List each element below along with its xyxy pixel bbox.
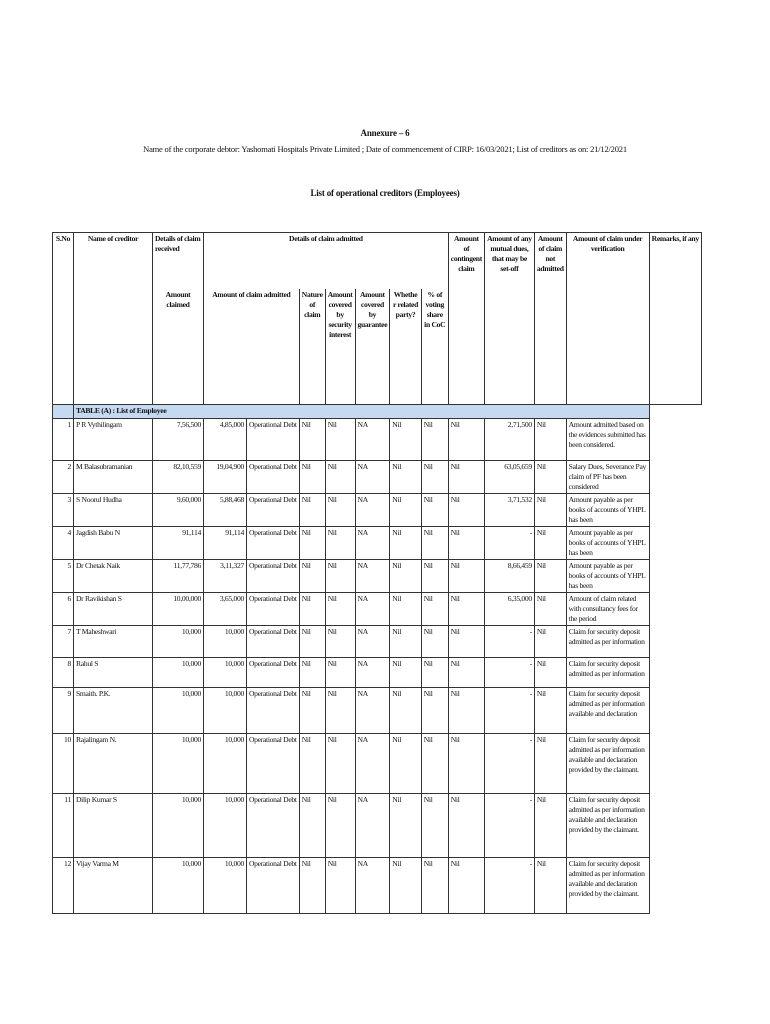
cell-name: P R Vythilingam	[74, 419, 153, 461]
cell-mutual: Nil	[448, 494, 484, 527]
cell-mutual: Nil	[448, 734, 484, 794]
cell-sno: 2	[53, 461, 74, 494]
cell-voting: Nil	[390, 419, 421, 461]
cell-voting: Nil	[390, 734, 421, 794]
header-claim-received: Details of claim received	[153, 233, 204, 289]
header-security: Amount covered by security interest	[325, 289, 355, 405]
cell-amount-admitted: 3,11,327	[204, 560, 247, 593]
cell-contingent: Nil	[421, 593, 448, 626]
cell-nature: Operational Debt	[247, 527, 300, 560]
cell-security: Nil	[299, 658, 325, 688]
cell-voting: Nil	[390, 593, 421, 626]
cell-verification: Nil	[534, 858, 566, 914]
cell-verification: Nil	[534, 494, 566, 527]
cell-related: NA	[355, 593, 390, 626]
cell-contingent: Nil	[421, 858, 448, 914]
cell-related: NA	[355, 658, 390, 688]
header-nature: Nature of claim	[299, 289, 325, 405]
cell-guarantee: Nil	[325, 461, 355, 494]
cell-name: Rajalingam N.	[74, 734, 153, 794]
cell-contingent: Nil	[421, 527, 448, 560]
cell-security: Nil	[299, 494, 325, 527]
cell-verification: Nil	[534, 688, 566, 734]
cell-related: NA	[355, 527, 390, 560]
cell-contingent: Nil	[421, 560, 448, 593]
cell-related: NA	[355, 794, 390, 858]
cell-amount-admitted: 10,000	[204, 688, 247, 734]
cell-not-admitted: 8,66,459	[484, 560, 534, 593]
cell-not-admitted: -	[484, 658, 534, 688]
cell-security: Nil	[299, 794, 325, 858]
cell-verification: Nil	[534, 593, 566, 626]
cell-related: NA	[355, 419, 390, 461]
cell-amount-admitted: 5,88,468	[204, 494, 247, 527]
cell-voting: Nil	[390, 626, 421, 658]
cell-mutual: Nil	[448, 527, 484, 560]
cell-nature: Operational Debt	[247, 419, 300, 461]
cell-guarantee: Nil	[325, 626, 355, 658]
cell-verification: Nil	[534, 461, 566, 494]
cell-voting: Nil	[390, 858, 421, 914]
cell-sno: 5	[53, 560, 74, 593]
cell-mutual: Nil	[448, 858, 484, 914]
cell-contingent: Nil	[421, 461, 448, 494]
table-row	[53, 461, 702, 494]
cell-voting: Nil	[390, 527, 421, 560]
cell-contingent: Nil	[421, 688, 448, 734]
cell-verification: Nil	[534, 419, 566, 461]
cell-mutual: Nil	[448, 794, 484, 858]
cell-guarantee: Nil	[325, 527, 355, 560]
cell-sno: 10	[53, 734, 74, 794]
header-under-verification: Amount of claim under verification	[566, 233, 649, 405]
cell-amount-claimed: 10,00,000	[153, 593, 204, 626]
cell-amount-claimed: 10,000	[153, 626, 204, 658]
cell-not-admitted: -	[484, 527, 534, 560]
cell-nature: Operational Debt	[247, 494, 300, 527]
table-row	[53, 527, 702, 560]
cell-remarks: Amount payable as per books of accounts of YHPL has been	[566, 527, 649, 560]
cell-not-admitted: 2,71,500	[484, 419, 534, 461]
cell-name: M Balasubramanian	[74, 461, 153, 494]
cell-sno: 4	[53, 527, 74, 560]
cell-amount-claimed: 10,000	[153, 688, 204, 734]
cell-mutual: Nil	[448, 419, 484, 461]
cell-verification: Nil	[534, 626, 566, 658]
cell-amount-admitted: 19,04,900	[204, 461, 247, 494]
cell-security: Nil	[299, 734, 325, 794]
cell-related: NA	[355, 461, 390, 494]
cell-amount-claimed: 10,000	[153, 858, 204, 914]
cell-not-admitted: -	[484, 626, 534, 658]
table-row	[53, 419, 702, 461]
cell-amount-claimed: 10,000	[153, 794, 204, 858]
annexure-heading: Annexure – 6	[360, 128, 410, 138]
cell-related: NA	[355, 734, 390, 794]
table-row	[53, 794, 702, 858]
cell-sno: 1	[53, 419, 74, 461]
cell-name: Vijay Varma M	[74, 858, 153, 914]
cell-not-admitted: -	[484, 734, 534, 794]
cell-sno: 11	[53, 794, 74, 858]
cell-name: Dr Chetak Naik	[74, 560, 153, 593]
cell-sno: 9	[53, 688, 74, 734]
table-row	[53, 626, 702, 658]
cell-amount-admitted: 10,000	[204, 858, 247, 914]
cell-related: NA	[355, 858, 390, 914]
cell-remarks: Claim for security deposit admitted as per information	[566, 658, 649, 688]
cell-nature: Operational Debt	[247, 858, 300, 914]
cell-related: NA	[355, 560, 390, 593]
header-remarks: Remarks, if any	[649, 233, 701, 405]
cell-sno: 7	[53, 626, 74, 658]
cell-mutual: Nil	[448, 658, 484, 688]
cell-security: Nil	[299, 527, 325, 560]
cell-sno: 12	[53, 858, 74, 914]
cell-guarantee: Nil	[325, 658, 355, 688]
cell-amount-claimed: 9,60,000	[153, 494, 204, 527]
table-row	[53, 734, 702, 794]
cell-voting: Nil	[390, 560, 421, 593]
header-guarantee: Amount covered by guarantee	[355, 289, 390, 405]
cell-remarks: Claim for security deposit admitted as per information available and declaration provided by the claimant.	[566, 858, 649, 914]
cell-voting: Nil	[390, 494, 421, 527]
header-claim-admitted: Details of claim admitted	[204, 233, 449, 289]
cell-guarantee: Nil	[325, 419, 355, 461]
cell-related: NA	[355, 626, 390, 658]
cell-security: Nil	[299, 688, 325, 734]
cell-remarks: Claim for security deposit admitted as per information available and declaration provided by the claimant.	[566, 734, 649, 794]
cell-remarks: Claim for security deposit admitted as per information available and declaration provided by the claimant.	[566, 794, 649, 858]
cell-amount-admitted: 10,000	[204, 794, 247, 858]
cell-contingent: Nil	[421, 626, 448, 658]
cell-verification: Nil	[534, 560, 566, 593]
cell-amount-claimed: 11,77,786	[153, 560, 204, 593]
cell-sno: 6	[53, 593, 74, 626]
cell-verification: Nil	[534, 658, 566, 688]
header-sno: S.No	[53, 233, 74, 405]
cell-nature: Operational Debt	[247, 593, 300, 626]
cell-voting: Nil	[390, 688, 421, 734]
cell-not-admitted: -	[484, 858, 534, 914]
table-row	[53, 688, 702, 734]
cell-verification: Nil	[534, 794, 566, 858]
cell-amount-admitted: 4,85,000	[204, 419, 247, 461]
cell-contingent: Nil	[421, 734, 448, 794]
cell-security: Nil	[299, 626, 325, 658]
cell-nature: Operational Debt	[247, 794, 300, 858]
cell-guarantee: Nil	[325, 688, 355, 734]
cell-nature: Operational Debt	[247, 461, 300, 494]
cell-security: Nil	[299, 560, 325, 593]
header-related: Whether related party?	[390, 289, 421, 405]
cell-security: Nil	[299, 461, 325, 494]
header-name: Name of creditor	[74, 233, 153, 405]
cell-mutual: Nil	[448, 461, 484, 494]
cell-guarantee: Nil	[325, 494, 355, 527]
cell-sno: 3	[53, 494, 74, 527]
table-row	[53, 658, 702, 688]
cell-nature: Operational Debt	[247, 734, 300, 794]
cell-name: T Maheshwari	[74, 626, 153, 658]
header-mutual-dues: Amount of any mutual dues, that may be set-off	[484, 233, 534, 405]
cell-not-admitted: -	[484, 794, 534, 858]
cell-amount-admitted: 10,000	[204, 626, 247, 658]
cell-voting: Nil	[390, 658, 421, 688]
section-row	[53, 405, 702, 419]
cell-amount-admitted: 10,000	[204, 658, 247, 688]
cell-amount-claimed: 91,114	[153, 527, 204, 560]
cell-guarantee: Nil	[325, 593, 355, 626]
cell-mutual: Nil	[448, 560, 484, 593]
table-row	[53, 560, 702, 593]
cell-nature: Operational Debt	[247, 560, 300, 593]
cell-remarks: Salary Dues, Severance Pay claim of PF has been considered	[566, 461, 649, 494]
cell-nature: Operational Debt	[247, 688, 300, 734]
table-row	[53, 494, 702, 527]
cell-verification: Nil	[534, 734, 566, 794]
cell-guarantee: Nil	[325, 858, 355, 914]
cell-amount-claimed: 82,10,559	[153, 461, 204, 494]
cell-amount-claimed: 7,56,500	[153, 419, 204, 461]
header-voting: % of voting share in CoC	[421, 289, 448, 405]
cell-name: Rahul S	[74, 658, 153, 688]
cell-voting: Nil	[390, 461, 421, 494]
cell-name: Smaith. P.K.	[74, 688, 153, 734]
cell-not-admitted: 63,05,659	[484, 461, 534, 494]
cell-contingent: Nil	[421, 794, 448, 858]
cell-name: Dr Ravikishan S	[74, 593, 153, 626]
table-row	[53, 593, 702, 626]
cell-voting: Nil	[390, 794, 421, 858]
cell-mutual: Nil	[448, 626, 484, 658]
cell-contingent: Nil	[421, 494, 448, 527]
cell-amount-claimed: 10,000	[153, 658, 204, 688]
cell-nature: Operational Debt	[247, 658, 300, 688]
cell-remarks: Claim for security deposit admitted as per information	[566, 626, 649, 658]
cell-remarks: Claim for security deposit admitted as per information available and declaration	[566, 688, 649, 734]
cell-sno: 8	[53, 658, 74, 688]
cell-related: NA	[355, 688, 390, 734]
header-contingent: Amount of contingent claim	[448, 233, 484, 405]
cell-not-admitted: 6,35,000	[484, 593, 534, 626]
cell-nature: Operational Debt	[247, 626, 300, 658]
cell-amount-admitted: 91,114	[204, 527, 247, 560]
cell-mutual: Nil	[448, 593, 484, 626]
cell-remarks: Amount of claim related with consultancy fees for the period	[566, 593, 649, 626]
cell-guarantee: Nil	[325, 794, 355, 858]
cell-security: Nil	[299, 858, 325, 914]
header-amount-claimed: Amount claimed	[153, 289, 204, 405]
list-title: List of operational creditors (Employees)	[310, 188, 460, 198]
creditors-table	[52, 232, 702, 914]
cell-amount-admitted: 3,65,000	[204, 593, 247, 626]
header-amount-admitted: Amount of claim admitted	[204, 289, 300, 405]
cell-remarks: Amount admitted based on the evidences submitted has been considered.	[566, 419, 649, 461]
header-not-admitted: Amount of claim not admitted	[534, 233, 566, 405]
cell-security: Nil	[299, 593, 325, 626]
cell-mutual: Nil	[448, 688, 484, 734]
table-row	[53, 858, 702, 914]
cell-name: Dilip Kumar S	[74, 794, 153, 858]
cell-not-admitted: 3,71,532	[484, 494, 534, 527]
document-subtitle: Name of the corporate debtor: Yashomati Hospitals Private Limited ; Date of commencement of CIRP: 16/03/2021; List of creditors as on: 21/12/2021	[143, 144, 627, 154]
cell-amount-admitted: 10,000	[204, 734, 247, 794]
section-label: TABLE (A) : List of Employee	[74, 405, 650, 419]
cell-amount-claimed: 10,000	[153, 734, 204, 794]
cell-related: NA	[355, 494, 390, 527]
cell-remarks: Amount payable as per books of accounts of YHPL has been	[566, 560, 649, 593]
cell-not-admitted: -	[484, 688, 534, 734]
cell-contingent: Nil	[421, 658, 448, 688]
cell-guarantee: Nil	[325, 734, 355, 794]
cell-security: Nil	[299, 419, 325, 461]
cell-verification: Nil	[534, 527, 566, 560]
cell-name: Jagdish Babu N	[74, 527, 153, 560]
cell-contingent: Nil	[421, 419, 448, 461]
cell-guarantee: Nil	[325, 560, 355, 593]
cell-name: S Noorul Hudha	[74, 494, 153, 527]
cell-remarks: Amount payable as per books of accounts of YHPL has been	[566, 494, 649, 527]
